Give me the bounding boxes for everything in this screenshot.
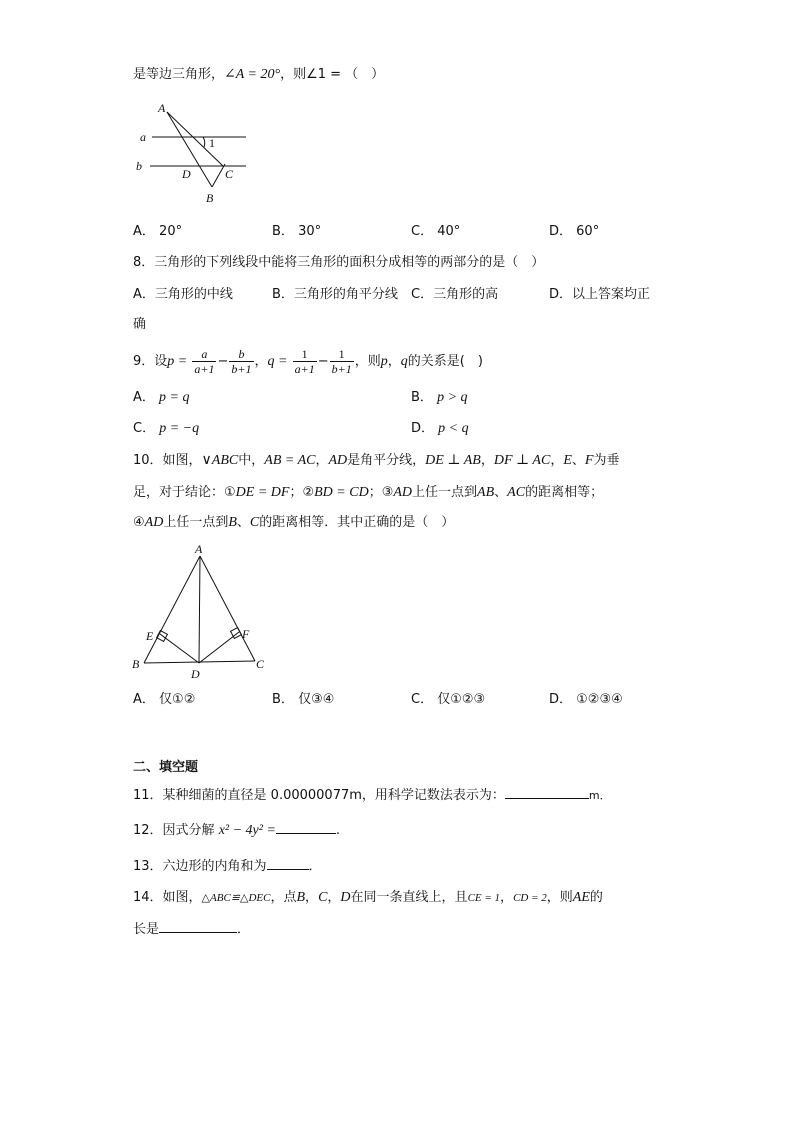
math: AD <box>393 485 413 500</box>
text: 14．如图， <box>133 890 202 905</box>
q7-figure <box>130 100 260 210</box>
text: ，则 <box>546 890 573 905</box>
q9-pvar: p <box>380 354 388 369</box>
frac-num: 1 <box>330 347 354 362</box>
circle-num: ③ <box>381 485 394 500</box>
minus-sign: − <box>217 354 229 369</box>
math: AD <box>328 453 348 468</box>
text: ，点 <box>270 890 297 905</box>
math: AB <box>477 485 495 500</box>
q9-q-lhs: q = <box>267 354 288 369</box>
text: 是角平分线， <box>347 453 426 468</box>
q9-num: 9．设 <box>133 354 168 369</box>
fraction <box>293 347 317 376</box>
segment-AD <box>199 556 200 663</box>
q8-option-a[interactable]: A．三角形的中线 <box>133 287 233 302</box>
q9-tail2: 的关系是( ) <box>407 354 483 369</box>
math: D <box>340 890 351 905</box>
text: 的 <box>589 890 603 905</box>
option-letter: B． <box>411 390 433 405</box>
text: 、 <box>236 515 250 530</box>
frac-den: a+1 <box>194 362 215 376</box>
option-letter: A． <box>133 224 155 239</box>
option-letter: B． <box>272 224 294 239</box>
segment-AC <box>200 556 255 661</box>
q9-sep: ， <box>387 354 401 369</box>
frac-den: b+1 <box>231 362 252 376</box>
text: 为垂 <box>593 453 620 468</box>
math: AD <box>144 515 164 530</box>
text: 上任一点到 <box>163 515 229 530</box>
option-text: 20° <box>159 224 183 239</box>
math: F <box>584 453 594 468</box>
math: B <box>296 890 306 905</box>
fraction <box>192 347 216 376</box>
q9-p-lhs: p = <box>167 354 188 369</box>
label-F: F <box>242 627 250 641</box>
option-letter: D． <box>411 421 435 436</box>
frac-num: a <box>192 347 216 362</box>
q12-math: x² − 4y² = <box>218 823 276 838</box>
q13-answer-blank[interactable] <box>267 857 309 870</box>
q9-option-d[interactable] <box>411 420 469 438</box>
q11 <box>133 786 611 805</box>
q8-option-b[interactable]: B．三角形的角平分线 <box>272 287 398 302</box>
frac-den: b+1 <box>331 362 352 376</box>
frac-num: 1 <box>293 347 317 362</box>
q13-text: 13．六边形的内角和为 <box>133 859 267 874</box>
circle-num: ② <box>302 485 315 500</box>
text: 上任一点到 <box>412 485 478 500</box>
q7-stem-suffix: ，则∠1 = （ ） <box>280 67 385 82</box>
q12-end: . <box>335 823 341 838</box>
label-A: A <box>158 101 166 115</box>
option-text: ①②③④ <box>576 692 623 707</box>
q10-option-a[interactable] <box>133 691 195 709</box>
option-text: 仅①② <box>159 692 196 707</box>
math: AE <box>572 890 590 905</box>
math: DF ⊥ AC <box>493 453 551 468</box>
text: ， <box>500 890 514 905</box>
segment-BC <box>212 164 225 187</box>
circle-num: ④ <box>133 515 145 530</box>
option-text: 60° <box>576 224 600 239</box>
q9-option-b[interactable] <box>411 389 468 407</box>
label-a: a <box>140 130 146 144</box>
option-letter: C． <box>133 421 156 436</box>
option-text: 40° <box>437 224 461 239</box>
q9-option-c[interactable] <box>133 420 199 438</box>
math: AB = AC <box>264 453 316 468</box>
option-text: p > q <box>437 390 468 405</box>
option-letter: A． <box>133 390 155 405</box>
comma: ， <box>254 354 268 369</box>
math: C <box>318 890 328 905</box>
q13-end: ． <box>308 859 322 874</box>
frac-num: b <box>229 347 253 362</box>
q12-answer-blank[interactable] <box>276 821 336 834</box>
text: 、 <box>571 453 585 468</box>
q9-option-a[interactable] <box>133 389 190 407</box>
option-letter: A． <box>133 692 155 707</box>
label-B: B <box>132 657 140 671</box>
text: 、 <box>494 485 508 500</box>
q8-option-d-wrap: 确 <box>133 317 147 332</box>
q7-stem-prefix: 是等边三角形， <box>133 67 225 82</box>
angle-1-arc <box>203 137 205 147</box>
label-C: C <box>225 167 234 181</box>
math: CD = 2 <box>513 892 547 904</box>
fraction <box>330 347 354 376</box>
q14-answer-blank[interactable] <box>159 920 237 933</box>
math: DE = DF <box>235 485 290 500</box>
option-text: p < q <box>438 421 469 436</box>
q10-figure <box>128 540 278 685</box>
option-text: 30° <box>298 224 322 239</box>
q10-line1 <box>133 452 620 470</box>
label-b: b <box>136 159 142 173</box>
text: 足，对于结论： <box>133 485 225 500</box>
option-text: p = −q <box>159 421 200 436</box>
section-title-fill-in: 二、填空题 <box>133 760 199 775</box>
q7-option-d[interactable] <box>549 223 599 241</box>
q11-text: 11．某种细菌的直径是 0.00000077m，用科学记数法表示为： <box>133 788 505 803</box>
math: BD = CD <box>314 485 369 500</box>
q10-option-d[interactable] <box>549 691 623 709</box>
q14-line1 <box>133 889 603 907</box>
label-E: E <box>146 629 154 643</box>
fraction <box>229 347 253 376</box>
math: ∨ABC <box>201 453 239 468</box>
q12 <box>133 821 340 840</box>
q7-stem-math: ∠A = 20° <box>224 67 281 82</box>
option-letter: B． <box>272 692 294 707</box>
math: E <box>563 453 572 468</box>
text: ， <box>327 890 341 905</box>
q11-unit: m． <box>588 789 611 802</box>
math: CE = 1 <box>467 892 501 904</box>
q13 <box>133 857 322 876</box>
q8-option-d[interactable]: D．以上答案均正 <box>549 287 651 302</box>
q9-qvar: q <box>400 354 408 369</box>
q7-option-a[interactable] <box>133 223 182 241</box>
q8-stem: 8．三角形的下列线段中能将三角形的面积分成相等的两部分的是（ ） <box>133 255 545 270</box>
label-D: D <box>191 667 200 681</box>
q14-line2 <box>133 920 250 939</box>
text: ， <box>305 890 319 905</box>
q10-option-b[interactable] <box>272 691 334 709</box>
minus-sign: − <box>317 354 329 369</box>
q7-stem <box>133 66 384 84</box>
q8-option-c[interactable]: C．三角形的高 <box>411 287 499 302</box>
q10-option-c[interactable] <box>411 691 485 709</box>
text: ， <box>480 453 494 468</box>
text: ， <box>315 453 329 468</box>
q7-option-c[interactable] <box>411 223 460 241</box>
math: B <box>228 515 237 530</box>
text: 的距离相等； <box>525 485 604 500</box>
label-C: C <box>256 657 265 671</box>
math: C <box>249 515 260 530</box>
q12-text: 12．因式分解 <box>133 823 215 838</box>
label-A: A <box>195 542 203 556</box>
option-letter: D． <box>549 224 573 239</box>
segment-DE <box>160 634 199 663</box>
frac-den: a+1 <box>294 362 315 376</box>
text: 长是 <box>133 922 160 937</box>
circle-num: ① <box>224 485 236 500</box>
math: AC <box>507 485 526 500</box>
segment-AB <box>144 556 200 663</box>
text: 在同一条直线上，且 <box>350 890 468 905</box>
option-text: 仅③④ <box>298 692 335 707</box>
text: ； <box>368 485 382 500</box>
option-text: p = q <box>159 390 190 405</box>
option-letter: C． <box>411 692 434 707</box>
q10-line3 <box>133 514 454 532</box>
label-1: 1 <box>209 136 215 150</box>
text: 中， <box>238 453 265 468</box>
q10-line2 <box>133 484 603 502</box>
text: ； <box>289 485 303 500</box>
label-D: D <box>182 167 191 181</box>
text: 10．如图， <box>133 453 202 468</box>
label-B: B <box>206 191 214 205</box>
q11-answer-blank[interactable] <box>505 786 589 799</box>
option-text: 仅①②③ <box>437 692 486 707</box>
q14-end: ． <box>237 922 251 937</box>
q9-stem <box>133 345 483 379</box>
option-letter: C． <box>411 224 434 239</box>
q7-option-b[interactable] <box>272 223 321 241</box>
q9-tail1: ，则 <box>354 354 381 369</box>
option-letter: D． <box>549 692 573 707</box>
math: DE ⊥ AB <box>425 453 481 468</box>
text: ， <box>550 453 564 468</box>
math: △ABC≌△DEC <box>201 892 271 904</box>
text: 的距离相等．其中正确的是（ ） <box>259 515 455 530</box>
